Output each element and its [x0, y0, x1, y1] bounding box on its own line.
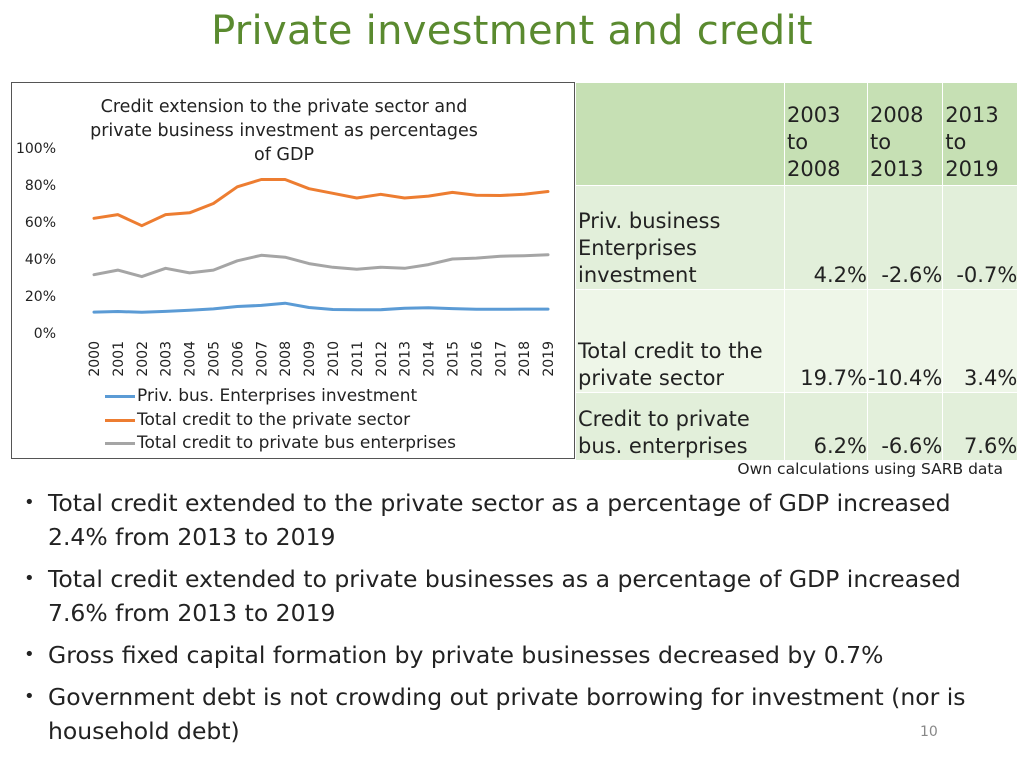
row-label-line: investment [578, 263, 697, 287]
x-tick-label: 2011 [349, 341, 366, 377]
x-tick-label: 2002 [134, 341, 151, 377]
header-line: to [945, 130, 967, 154]
series-line-0 [94, 303, 548, 312]
header-line: 2013 [945, 103, 999, 127]
row-label-line: Priv. business [578, 209, 721, 233]
header-line: 2008 [870, 103, 924, 127]
bullet-list [22, 486, 1012, 756]
page-number: 10 [920, 724, 938, 740]
bullet-dot-icon: • [24, 644, 35, 665]
x-tick-label: 2000 [86, 341, 103, 377]
header-line: 2013 [870, 157, 924, 181]
table-cell: 19.7% [785, 290, 868, 393]
x-tick-label: 2017 [493, 341, 510, 377]
bullet-item [22, 562, 1012, 630]
x-tick-label: 2014 [421, 341, 438, 377]
x-tick-label: 2008 [278, 341, 295, 377]
row-label-line: Enterprises [578, 236, 697, 260]
x-tick-label: 2012 [373, 341, 390, 377]
table-cell: -0.7% [943, 186, 1018, 290]
bullet-dot-icon: • [24, 492, 35, 513]
x-tick-label: 2005 [206, 341, 223, 377]
bullet-item [22, 680, 1012, 748]
row-label-line: Total credit to the [578, 339, 763, 363]
y-tick-label: 0% [33, 326, 56, 342]
x-tick-label: 2018 [517, 341, 534, 377]
slide-title: Private investment and credit [211, 8, 813, 54]
x-tick-label: 2019 [541, 341, 558, 377]
table-cell: -10.4% [868, 290, 943, 393]
table-row [576, 186, 1018, 290]
x-tick-label: 2009 [302, 341, 319, 377]
x-tick-label: 2010 [325, 341, 342, 377]
header-line: to [870, 130, 892, 154]
bullet-dot-icon: • [24, 686, 35, 707]
y-tick-label: 20% [24, 289, 56, 305]
bullet-text: Gross fixed capital formation by private businesses decreased by 0.7% [48, 641, 884, 669]
row-label [576, 393, 785, 461]
legend-swatch-orange [105, 419, 135, 422]
table-header-row [576, 83, 1018, 186]
x-tick-label: 2007 [254, 341, 271, 377]
x-tick-label: 2006 [230, 341, 247, 377]
header-line: 2003 [787, 103, 841, 127]
bullet-text: Total credit extended to the private sector as a percentage of GDP increased 2.4% from 2013 to 2019 [48, 489, 951, 551]
chart-title-line: Credit extension to the private sector and [100, 97, 468, 117]
y-tick-label: 40% [24, 252, 56, 268]
row-label-line: private sector [578, 366, 725, 390]
table-header-cell [868, 83, 943, 186]
chart-title-line: of GDP [253, 145, 315, 165]
table-cell: -2.6% [868, 186, 943, 290]
bullet-item [22, 486, 1012, 554]
table-cell: -6.6% [868, 393, 943, 461]
legend-label: Total credit to the private sector [137, 409, 411, 430]
change-table [575, 82, 1018, 461]
series-line-2 [94, 255, 548, 277]
row-label [576, 290, 785, 393]
table-cell: 4.2% [785, 186, 868, 290]
chart-title-line: private business investment as percentages [90, 121, 478, 141]
row-label-line: bus. enterprises [578, 434, 748, 458]
legend-swatch-gray [105, 442, 135, 445]
y-tick-label: 80% [24, 178, 56, 194]
header-line: 2019 [945, 157, 999, 181]
table-cell: 6.2% [785, 393, 868, 461]
series-line-1 [94, 180, 548, 226]
table-cell: 3.4% [943, 290, 1018, 393]
x-tick-label: 2003 [158, 341, 175, 377]
x-tick-label: 2004 [182, 341, 199, 377]
x-tick-label: 2015 [445, 341, 462, 377]
table-row [576, 393, 1018, 461]
chart-panel [11, 82, 575, 459]
x-tick-label: 2016 [469, 341, 486, 377]
legend-item [105, 409, 456, 433]
y-tick-label: 100% [15, 141, 56, 157]
legend-item [105, 385, 456, 409]
table-header-cell [785, 83, 868, 186]
bullet-text: Total credit extended to private businesses as a percentage of GDP increased 7.6% from 2013 to 2019 [48, 565, 961, 627]
y-tick-label: 60% [24, 215, 56, 231]
row-label [576, 186, 785, 290]
chart-title [74, 95, 494, 167]
table-cell: 7.6% [943, 393, 1018, 461]
legend-item [105, 432, 456, 456]
header-line: 2008 [787, 157, 841, 181]
x-tick-label: 2001 [110, 341, 127, 377]
table-header-cell [943, 83, 1018, 186]
bullet-dot-icon: • [24, 568, 35, 589]
bullet-text: Government debt is not crowding out private borrowing for investment (nor is household debt) [48, 683, 966, 745]
header-line: to [787, 130, 809, 154]
legend-swatch-blue [105, 395, 135, 398]
source-note: Own calculations using SARB data [737, 460, 1003, 478]
chart-legend [105, 385, 456, 456]
x-tick-label: 2013 [397, 341, 414, 377]
legend-label: Priv. bus. Enterprises investment [137, 386, 418, 406]
row-label-line: Credit to private [578, 407, 750, 431]
bullet-item [22, 638, 1012, 672]
table-row [576, 290, 1018, 393]
table-header-cell [576, 83, 785, 186]
legend-label: Total credit to private bus enterprises [137, 433, 456, 453]
